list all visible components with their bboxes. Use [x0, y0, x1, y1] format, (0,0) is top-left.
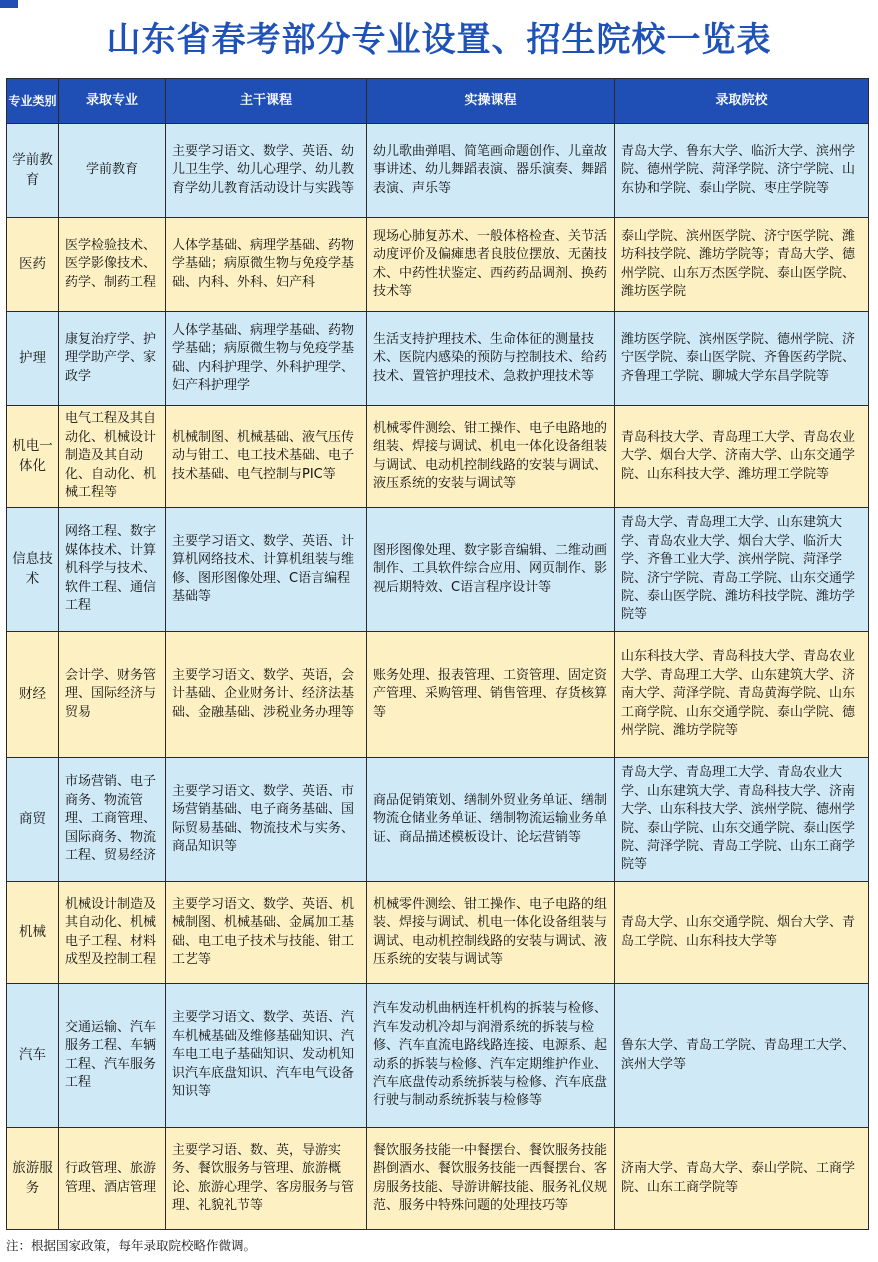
core-cell: 人体学基础、病理学基础、药物学基础；病原微生物与免疫学基础、内科、外科、妇产科: [166, 218, 367, 312]
practice-cell: 幼儿歌曲弹唱、简笔画命题创作、儿童故事讲述、幼儿舞蹈表演、器乐演奏、舞蹈表演、声乐等: [367, 124, 615, 218]
schools-cell: 青岛大学、青岛理工大学、山东建筑大学、青岛农业大学、烟台大学、临沂大学、齐鲁工业大学、滨州学院、菏泽学院、济宁学院、青岛工学院、山东交通学院、泰山医学院、潍坊科技学院、潍坊学院等: [615, 508, 869, 632]
table-row: [7, 632, 869, 758]
major-cell: 医学检验技术、医学影像技术、药学、制药工程: [59, 218, 166, 312]
category-cell: 学前教育: [7, 124, 59, 218]
header-major: 录取专业: [59, 79, 166, 124]
practice-cell: 餐饮服务技能一中餐摆台、餐饮服务技能斟倒酒水、餐饮服务技能一西餐摆台、客房服务技能、导游讲解技能、服务礼仪规范、服务中特殊问题的处理技巧等: [367, 1128, 615, 1230]
table-row: [7, 758, 869, 882]
schools-cell: 青岛大学、鲁东大学、临沂大学、滨州学院、德州学院、菏泽学院、济宁学院、山东协和学院、泰山学院、枣庄学院等: [615, 124, 869, 218]
core-cell: 主要学习语文、数学、英语、幼儿卫生学、幼儿心理学、幼儿教育学幼儿教育活动设计与实践等: [166, 124, 367, 218]
schools-cell: 山东科技大学、青岛科技大学、青岛农业大学、青岛理工大学、山东建筑大学、济南大学、菏泽学院、青岛黄海学院、山东工商学院、山东交通学院、泰山学院、德州学院、潍坊学院等: [615, 632, 869, 758]
table-row: [7, 218, 869, 312]
schools-cell: 青岛大学、山东交通学院、烟台大学、青岛工学院、山东科技大学等: [615, 882, 869, 984]
corner-accent: [0, 0, 18, 8]
core-cell: 主要学习语文、数学、英语、计算机网络技术、计算机组装与维修、图形图像处理、C语言编程基础等: [166, 508, 367, 632]
major-cell: 网络工程、数字媒体技术、计算机科学与技术、软件工程、通信工程: [59, 508, 166, 632]
major-cell: 行政管理、旅游管理、酒店管理: [59, 1128, 166, 1230]
category-cell: 商贸: [7, 758, 59, 882]
table-row: [7, 984, 869, 1128]
category-cell: 汽车: [7, 984, 59, 1128]
category-cell: 旅游服务: [7, 1128, 59, 1230]
table-row: [7, 124, 869, 218]
practice-cell: 生活支持护理技术、生命体征的测量技术、医院内感染的预防与控制技术、给药技术、置管护理技术、急救护理技术等: [367, 312, 615, 406]
practice-cell: 现场心肺复苏术、一般体格检查、关节活动度评价及偏瘫患者良肢位摆放、无菌技术、中药性状鉴定、西药药品调剂、换药技术等: [367, 218, 615, 312]
category-cell: 财经: [7, 632, 59, 758]
header-practice-courses: 实操课程: [367, 79, 615, 124]
table-row: [7, 1128, 869, 1230]
table-row: [7, 508, 869, 632]
practice-cell: 机械零件测绘、钳工操作、电子电路的组装、焊接与调试、机电一体化设备组装与调试、电动机控制线路的安装与调试、液压系统的安装与调试等: [367, 882, 615, 984]
table-row: [7, 406, 869, 508]
practice-cell: 机械零件测绘、钳工操作、电子电路地的组装、焊接与调试、机电一体化设备组装与调试、电动机控制线路的安装与调试、液压系统的安装与调试等: [367, 406, 615, 508]
category-cell: 机电一体化: [7, 406, 59, 508]
footnote: 注：根据国家政策，每年录取院校略作微调。: [6, 1238, 257, 1253]
major-cell: 市场营销、电子商务、物流管理、工商管理、国际商务、物流工程、贸易经济: [59, 758, 166, 882]
core-cell: 主要学习语文、数学、英语、汽车机械基础及维修基础知识、汽车电工电子基础知识、发动机知识汽车底盘知识、汽车电气设备知识等: [166, 984, 367, 1128]
category-cell: 护理: [7, 312, 59, 406]
major-cell: 会计学、财务管理、国际经济与贸易: [59, 632, 166, 758]
table-row: [7, 882, 869, 984]
schools-cell: 济南大学、青岛大学、泰山学院、工商学院、山东工商学院等: [615, 1128, 869, 1230]
header-schools: 录取院校: [615, 79, 869, 124]
practice-cell: 汽车发动机曲柄连杆机构的拆装与检修、汽车发动机冷却与润滑系统的拆装与检修、汽车直流电路线路连接、电源系、起动系的拆装与检修、汽车定期维护作业、汽车底盘传动系统拆装与检修、汽车底盘行驶与制动系统拆装与检修等: [367, 984, 615, 1128]
major-cell: 电气工程及其自动化、机械设计制造及其自动化、自动化、机械工程等: [59, 406, 166, 508]
category-cell: 医药: [7, 218, 59, 312]
core-cell: 主要学习语文、数学、英语，会计基础、企业财务计、经济法基础、金融基础、涉税业务办理等: [166, 632, 367, 758]
core-cell: 主要学习语文、数学、英语、市场营销基础、电子商务基础、国际贸易基础、物流技术与实务、商品知识等: [166, 758, 367, 882]
major-cell: 学前教育: [59, 124, 166, 218]
category-cell: 信息技术: [7, 508, 59, 632]
core-cell: 人体学基础、病理学基础、药物学基础；病原微生物与免疫学基础、内科护理学、外科护理学、妇产科护理学: [166, 312, 367, 406]
program-table: [6, 78, 869, 1230]
core-cell: 主要学习语文、数学、英语、机械制图、机械基础、金属加工基础、电工电子技术与技能、钳工工艺等: [166, 882, 367, 984]
header-core-courses: 主干课程: [166, 79, 367, 124]
practice-cell: 商品促销策划、缮制外贸业务单证、缮制物流仓储业务单证、缮制物流运输业务单证、商品描述模板设计、论坛营销等: [367, 758, 615, 882]
schools-cell: 青岛科技大学、青岛理工大学、青岛农业大学、烟台大学、济南大学、山东交通学院、山东科技大学、潍坊理工学院等: [615, 406, 869, 508]
practice-cell: 账务处理、报表管理、工资管理、固定资产管理、采购管理、销售管理、存货核算等: [367, 632, 615, 758]
practice-cell: 图形图像处理、数字影音编辑、二维动画制作、工具软件综合应用、网页制作、影视后期特效、C语言程序设计等: [367, 508, 615, 632]
schools-cell: 青岛大学、青岛理工大学、青岛农业大学、山东建筑大学、青岛科技大学、济南大学、山东科技大学、滨州学院、德州学院、泰山学院、山东交通学院、泰山医学院、菏泽学院、青岛工学院、山东工商学院等: [615, 758, 869, 882]
category-cell: 机械: [7, 882, 59, 984]
core-cell: 机械制图、机械基础、液气压传动与钳工、电工技术基础、电子技术基础、电气控制与PIC等: [166, 406, 367, 508]
page-title: 山东省春考部分专业设置、招生院校一览表: [106, 20, 772, 60]
table-header-row: [7, 79, 869, 124]
major-cell: 机械设计制造及其自动化、机械电子工程、材料成型及控制工程: [59, 882, 166, 984]
major-cell: 康复治疗学、护理学助产学、家政学: [59, 312, 166, 406]
major-cell: 交通运输、汽车服务工程、车辆工程、汽车服务工程: [59, 984, 166, 1128]
schools-cell: 潍坊医学院、滨州医学院、德州学院、济宁医学院、泰山医学院、齐鲁医药学院、齐鲁理工学院、聊城大学东昌学院等: [615, 312, 869, 406]
table-row: [7, 312, 869, 406]
core-cell: 主要学习语、数、英，导游实务、餐饮服务与管理、旅游概论、旅游心理学、客房服务与管理、礼貌礼节等: [166, 1128, 367, 1230]
header-category: 专业类别: [7, 79, 59, 124]
schools-cell: 泰山学院、滨州医学院、济宁医学院、潍坊科技学院、潍坊学院等；青岛大学、德州学院、山东万杰医学院、泰山医学院、潍坊医学院: [615, 218, 869, 312]
schools-cell: 鲁东大学、青岛工学院、青岛理工大学、滨州大学等: [615, 984, 869, 1128]
